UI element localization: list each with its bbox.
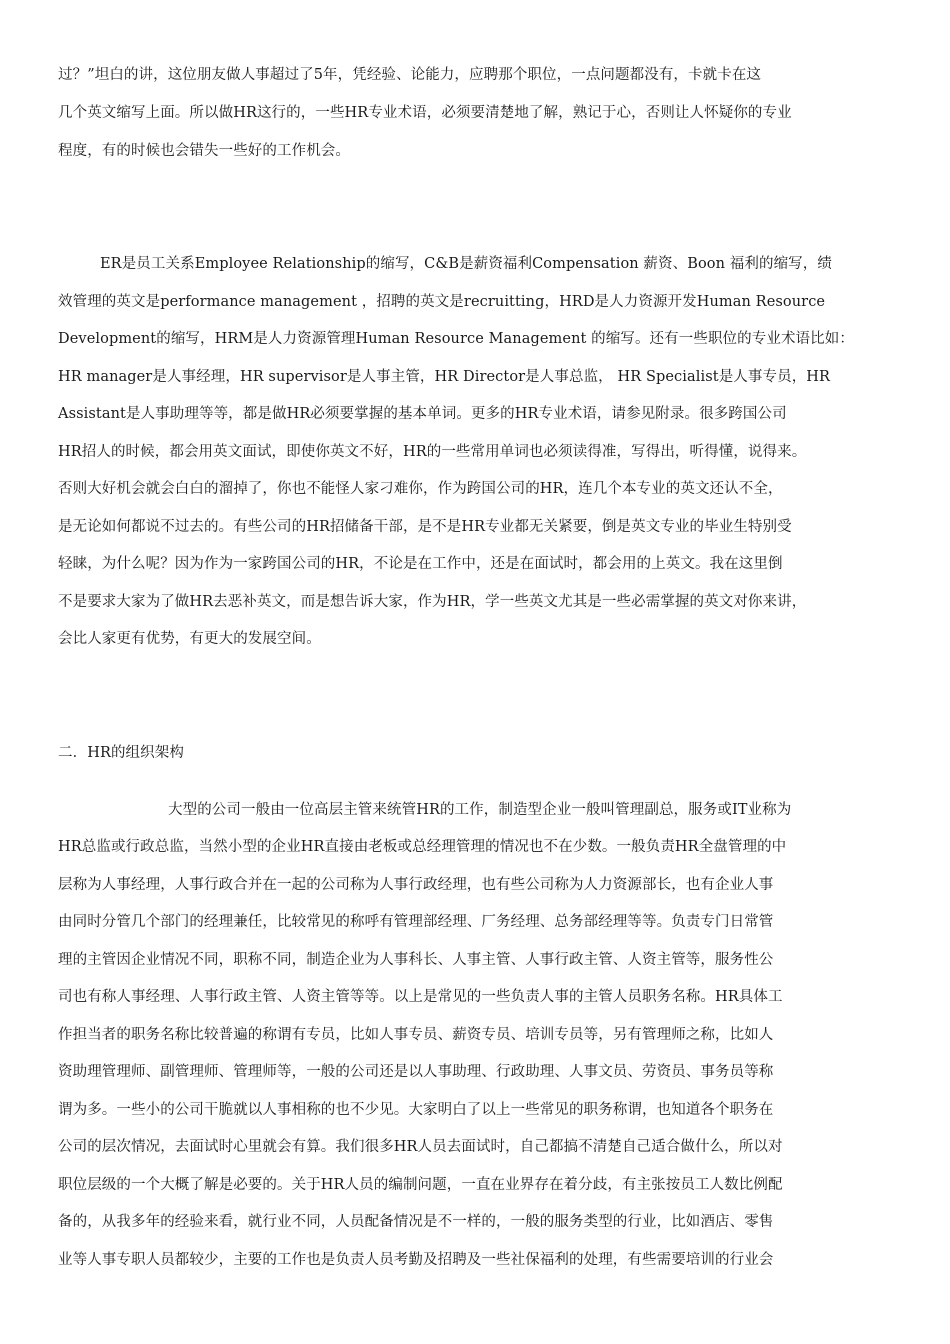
text-line: Development的缩写，HRM是人力资源管理Human Resource Management 的缩写。还有一些职位的专业术语比如： <box>58 331 854 347</box>
text-line: 几个英文缩写上面。所以做HR这行的，一些HR专业术语，必须要清楚地了解，熟记于心，否则让人怀疑你的专业 <box>58 105 792 121</box>
text-line: 由同时分管几个部门的经理兼任，比较常见的称呼有管理部经理、厂务经理、总务部经理等等。负责专门日常管 <box>58 914 774 930</box>
text-line: 谓为多。一些小的公司干脆就以人事相称的也不少见。大家明白了以上一些常见的职务称谓，也知道各个职务在 <box>58 1102 774 1118</box>
text-line: HR总监或行政总监，当然小型的企业HR直接由老板或总经理管理的情况也不在少数。一般负责HR全盘管理的中 <box>58 839 787 855</box>
text-line: 备的，从我多年的经验来看，就行业不同，人员配备情况是不一样的，一般的服务类型的行业，比如酒店、零售 <box>58 1214 774 1230</box>
text-line: 否则大好机会就会白白的溜掉了，你也不能怪人家刁难你，作为跨国公司的HR，连几个本专业的英文还认不全， <box>58 481 783 497</box>
text-line: 业等人事专职人员都较少，主要的工作也是负责人员考勤及招聘及一些社保福利的处理，有些需要培训的行业会 <box>58 1252 774 1268</box>
text-line: 程度，有的时候也会错失一些好的工作机会。 <box>58 143 350 159</box>
text-line: 会比人家更有优势，有更大的发展空间。 <box>58 631 321 647</box>
text-line: Assistant是人事助理等等，都是做HR必须要掌握的基本单词。更多的HR专业术语，请参见附录。很多跨国公司 <box>58 406 787 422</box>
text-line: HR manager是人事经理，HR supervisor是人事主管，HR Director是人事总监， HR Specialist是人事专员，HR <box>58 369 831 385</box>
text-line: 不是要求大家为了做HR去恶补英文，而是想告诉大家，作为HR，学一些英文尤其是一些必需掌握的英文对你来讲， <box>58 594 807 610</box>
text-line: 作担当者的职务名称比较普遍的称谓有专员，比如人事专员、薪资专员、培训专员等，另有管理师之称，比如人 <box>58 1027 774 1043</box>
text-line: 是无论如何都说不过去的。有些公司的HR招储备干部，是不是HR专业都无关紧要，倒是英文专业的毕业生特别受 <box>58 519 792 535</box>
text-line: 效管理的英文是performance management ，招聘的英文是recruitting，HRD是人力资源开发Human Resource <box>58 294 826 310</box>
text-line: 轻睐，为什么呢？因为作为一家跨国公司的HR，不论是在工作中，还是在面试时，都会用的上英文。我在这里倒 <box>58 556 783 572</box>
text-line: ER是员工关系Employee Relationship的缩写，C&B是薪资福利Compensation 薪资、Boon 福利的缩写，绩 <box>100 256 832 272</box>
text-line: HR招人的时候，都会用英文面试，即使你英文不好，HR的一些常用单词也必须读得准，写得出，听得懂，说得来。 <box>58 444 807 460</box>
text-line: 大型的公司一般由一位高层主管来统管HR的工作，制造型企业一般叫管理副总，服务或IT业称为 <box>168 802 792 818</box>
text-line: 资助理管理师、副管理师、管理师等，一般的公司还是以人事助理、行政助理、人事文员、劳资员、事务员等称 <box>58 1064 774 1080</box>
text-line: 公司的层次情况，去面试时心里就会有算。我们很多HR人员去面试时，自己都搞不清楚自己适合做什么，所以对 <box>58 1139 783 1155</box>
section-heading: 二．HR的组织架构 <box>58 745 184 761</box>
text-line: 层称为人事经理，人事行政合并在一起的公司称为人事行政经理，也有些公司称为人力资源部长，也有企业人事 <box>58 877 774 893</box>
text-line: 职位层级的一个大概了解是必要的。关于HR人员的编制问题，一直在业界存在着分歧，有主张按员工人数比例配 <box>58 1177 783 1193</box>
text-line: 过？”坦白的讲，这位朋友做人事超过了5年，凭经验、论能力，应聘那个职位，一点问题都没有，卡就卡在这 <box>58 67 762 83</box>
text-line: 理的主管因企业情况不同，职称不同，制造企业为人事科长、人事主管、人事行政主管、人资主管等，服务性公 <box>58 952 774 968</box>
text-line: 司也有称人事经理、人事行政主管、人资主管等等。以上是常见的一些负责人事的主管人员职务名称。HR具体工 <box>58 989 783 1005</box>
